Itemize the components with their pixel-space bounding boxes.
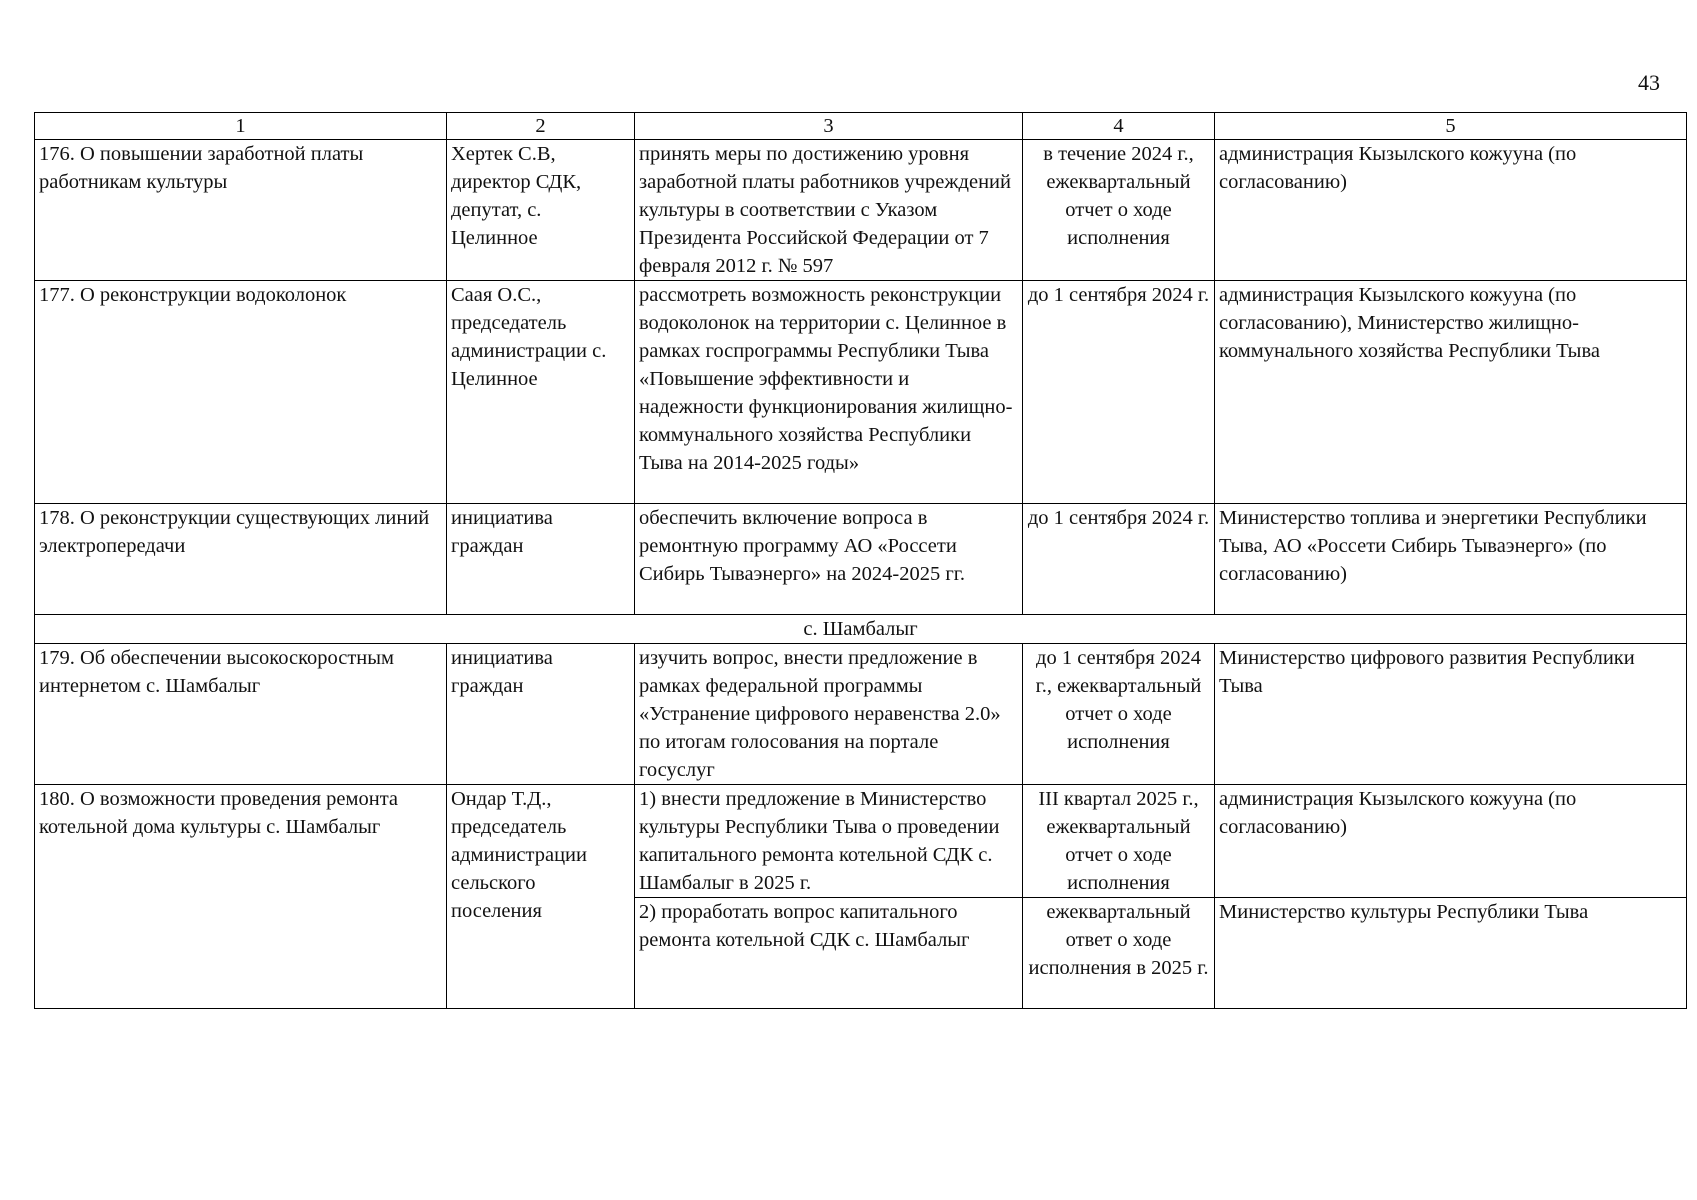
header-cell-4: 4 <box>1023 113 1215 140</box>
action-cell: обеспечить включение вопроса в ремонтную программу АО «Россети Сибирь Тываэнерго» на 2024-2025 гг. <box>635 504 1023 615</box>
subject-cell: 178. О реконструкции существующих линий электропередачи <box>35 504 447 615</box>
deadline-cell: III квартал 2025 г., ежеквартальный отчет о ходе исполнения <box>1023 785 1215 898</box>
table-header-row <box>35 113 1687 140</box>
deadline-cell: в течение 2024 г., ежеквартальный отчет о ходе исполнения <box>1023 140 1215 281</box>
measures-table <box>34 112 1687 1009</box>
action-cell: рассмотреть возможность реконструкции водоколонок на территории с. Целинное в рамках госпрограммы Республики Тыва «Повышение эффективности и надежности функционирования жилищно-коммунального хозяйства Республики Тыва на 2014-2025 годы» <box>635 281 1023 504</box>
page-number: 43 <box>1638 70 1660 95</box>
table-row <box>35 504 1687 615</box>
responsible-cell: администрация Кызылского кожууна (по согласованию) <box>1215 785 1687 898</box>
responsible-cell: Министерство цифрового развития Республики Тыва <box>1215 644 1687 785</box>
table-row <box>35 644 1687 785</box>
responsible-cell: Министерство культуры Республики Тыва <box>1215 898 1687 1009</box>
deadline-cell: ежеквартальный ответ о ходе исполнения в 2025 г. <box>1023 898 1215 1009</box>
subject-cell: 180. О возможности проведения ремонта котельной дома культуры с. Шамбалыг <box>35 785 447 1009</box>
responsible-cell: администрация Кызылского кожууна (по согласованию) <box>1215 140 1687 281</box>
subject-cell: 179. Об обеспечении высокоскоростным интернетом с. Шамбалыг <box>35 644 447 785</box>
header-cell-2: 2 <box>447 113 635 140</box>
initiator-cell: Хертек С.В, директор СДК, депутат, с. Целинное <box>447 140 635 281</box>
responsible-cell: Министерство топлива и энергетики Республики Тыва, АО «Россети Сибирь Тываэнерго» (по согласованию) <box>1215 504 1687 615</box>
initiator-cell: инициатива граждан <box>447 644 635 785</box>
header-cell-3: 3 <box>635 113 1023 140</box>
action-cell: изучить вопрос, внести предложение в рамках федеральной программы «Устранение цифрового неравенства 2.0» по итогам голосования на портале госуслуг <box>635 644 1023 785</box>
header-cell-5: 5 <box>1215 113 1687 140</box>
subject-cell: 176. О повышении заработной платы работникам культуры <box>35 140 447 281</box>
responsible-cell: администрация Кызылского кожууна (по согласованию), Министерство жилищно-коммунального хозяйства Республики Тыва <box>1215 281 1687 504</box>
header-cell-1: 1 <box>35 113 447 140</box>
deadline-cell: до 1 сентября 2024 г., ежеквартальный отчет о ходе исполнения <box>1023 644 1215 785</box>
subject-cell: 177. О реконструкции водоколонок <box>35 281 447 504</box>
table-row <box>35 281 1687 504</box>
section-row <box>35 615 1687 644</box>
table-row <box>35 140 1687 281</box>
initiator-cell: Саая О.С., председатель администрации с. Целинное <box>447 281 635 504</box>
action-cell: 2) проработать вопрос капитального ремонта котельной СДК с. Шамбалыг <box>635 898 1023 1009</box>
deadline-cell: до 1 сентября 2024 г. <box>1023 281 1215 504</box>
initiator-cell: Ондар Т.Д., председатель администрации сельского поселения <box>447 785 635 1009</box>
initiator-cell: инициатива граждан <box>447 504 635 615</box>
action-cell: принять меры по достижению уровня заработной платы работников учреждений культуры в соответствии с Указом Президента Российской Федерации от 7 февраля 2012 г. № 597 <box>635 140 1023 281</box>
deadline-cell: до 1 сентября 2024 г. <box>1023 504 1215 615</box>
section-title: с. Шамбалыг <box>35 615 1687 644</box>
action-cell: 1) внести предложение в Министерство культуры Республики Тыва о проведении капитального ремонта котельной СДК с. Шамбалыг в 2025 г. <box>635 785 1023 898</box>
table-row <box>35 785 1687 898</box>
